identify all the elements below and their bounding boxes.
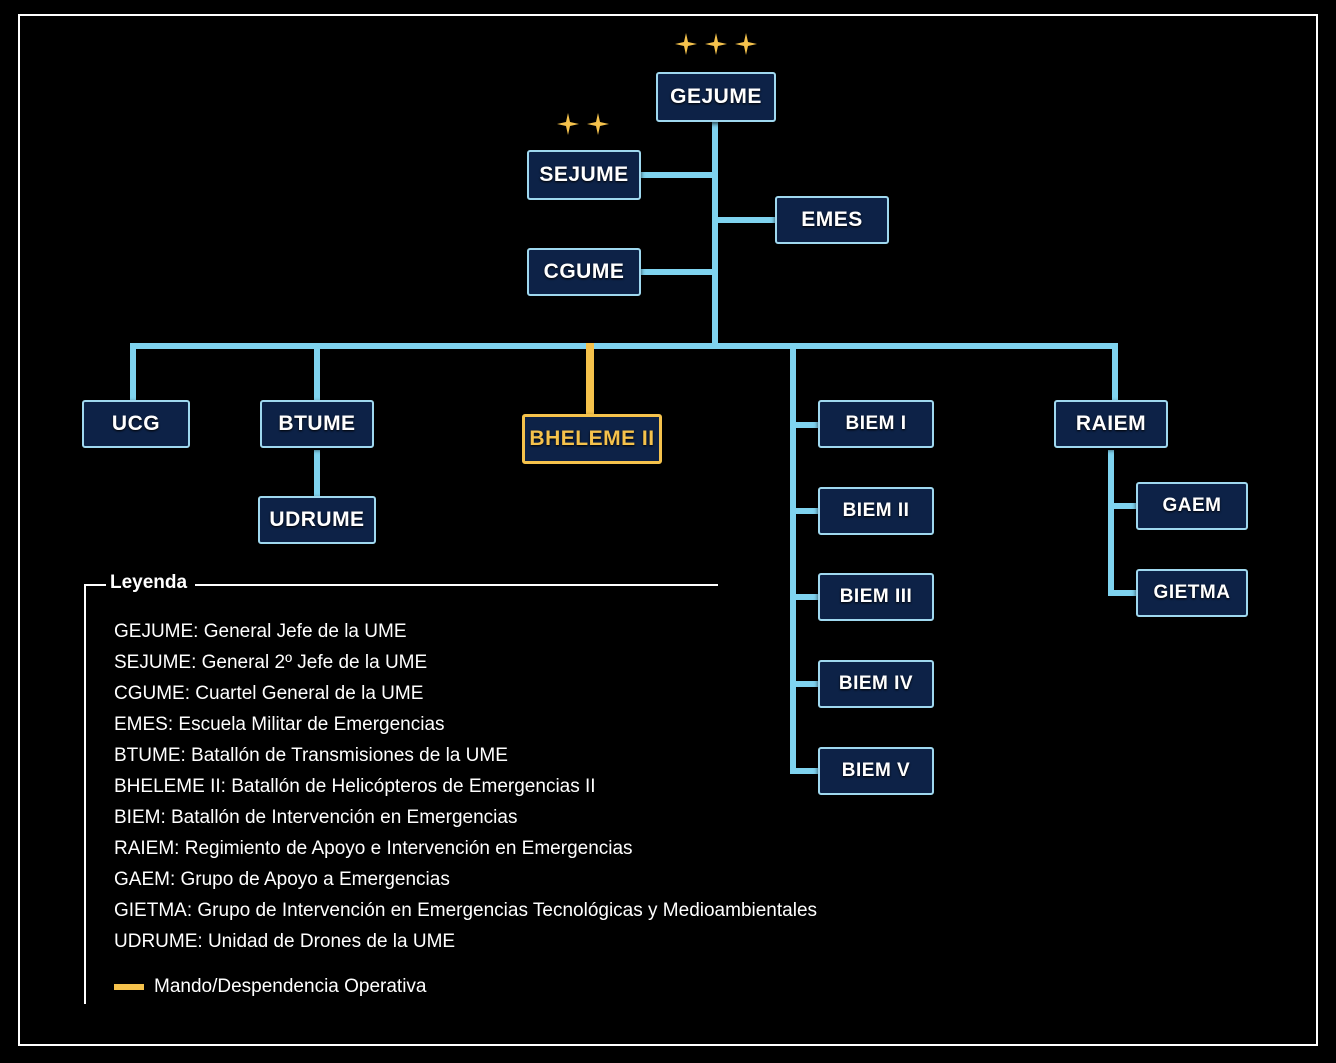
node-cgume[interactable]: CGUME	[527, 248, 641, 296]
legend-item: GIETMA: Grupo de Intervención en Emergencias Tecnológicas y Medioambientales	[114, 900, 818, 921]
node-biem-iii[interactable]: BIEM III	[818, 573, 934, 621]
legend-entry-list	[84, 616, 818, 957]
legend-title: Leyenda	[106, 572, 195, 594]
connector-drop-ucg	[130, 343, 136, 401]
node-biem-iv[interactable]: BIEM IV	[818, 660, 934, 708]
legend-item: RAIEM: Regimiento de Apoyo e Intervención en Emergencias	[114, 838, 633, 859]
connector-drop-raiem	[1112, 343, 1118, 401]
legend-item: BHELEME II: Batallón de Helicópteros de Emergencias II	[114, 776, 596, 797]
connector-drop-btume	[314, 343, 320, 401]
node-udrume[interactable]: UDRUME	[258, 496, 376, 544]
legend-item: SEJUME: General 2º Jefe de la UME	[114, 652, 428, 673]
connector-gejume-spine	[712, 120, 718, 348]
operational-command-line-swatch	[114, 984, 144, 990]
star-icon	[704, 32, 728, 56]
node-sejume[interactable]: SEJUME	[527, 150, 641, 200]
connector-drop-biem-rail	[790, 343, 796, 771]
legend-item: BTUME: Batallón de Transmisiones de la UME	[114, 745, 508, 766]
node-gaem[interactable]: GAEM	[1136, 482, 1248, 530]
connector-sejume	[640, 172, 716, 178]
node-btume[interactable]: BTUME	[260, 400, 374, 448]
star-icon	[674, 32, 698, 56]
connector-emes	[712, 217, 776, 223]
star-icon	[734, 32, 758, 56]
rank-stars-gejume	[674, 32, 758, 56]
node-emes[interactable]: EMES	[775, 196, 889, 244]
node-ucg[interactable]: UCG	[82, 400, 190, 448]
legend-header	[84, 572, 724, 598]
connector-cgume	[640, 269, 716, 275]
node-biem-i[interactable]: BIEM I	[818, 400, 934, 448]
node-raiem[interactable]: RAIEM	[1054, 400, 1168, 448]
node-gietma[interactable]: GIETMA	[1136, 569, 1248, 617]
legend-item: UDRUME: Unidad de Drones de la UME	[114, 931, 456, 952]
legend-item: GEJUME: General Jefe de la UME	[114, 621, 407, 642]
legend-key-label: Mando/Despendencia Operativa	[154, 976, 427, 997]
connector-drop-bheleme	[586, 343, 594, 415]
legend-item: BIEM: Batallón de Intervención en Emergencias	[114, 807, 518, 828]
node-biem-ii[interactable]: BIEM II	[818, 487, 934, 535]
node-biem-v[interactable]: BIEM V	[818, 747, 934, 795]
node-gejume[interactable]: GEJUME	[656, 72, 776, 122]
node-bheleme-ii[interactable]: BHELEME II	[522, 414, 662, 464]
connector-raiem-rail	[1108, 450, 1114, 592]
star-icon	[586, 112, 610, 136]
star-icon	[556, 112, 580, 136]
legend-item: CGUME: Cuartel General de la UME	[114, 683, 424, 704]
legend-key	[114, 976, 427, 998]
connector-btume-udrume	[314, 450, 320, 498]
legend-item: GAEM: Grupo de Apoyo a Emergencias	[114, 869, 450, 890]
connector-main-bus	[130, 343, 1118, 349]
rank-stars-sejume	[556, 112, 610, 136]
legend-item: EMES: Escuela Militar de Emergencias	[114, 714, 445, 735]
legend	[84, 572, 818, 997]
